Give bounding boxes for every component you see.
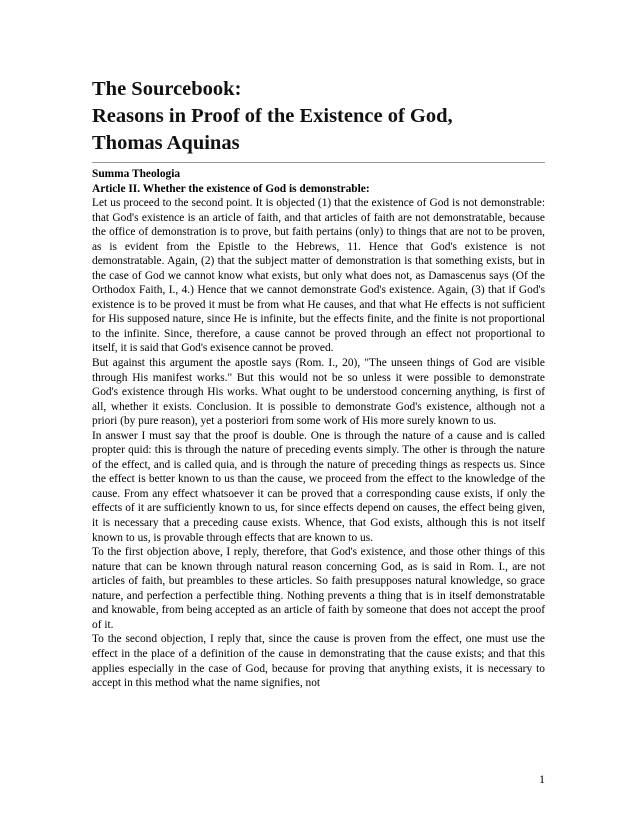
paragraph: Let us proceed to the second point. It is objected (1) that the existence of God is not demonstrable: that God's existence is an article of faith, and that articles of faith are not demonstratable, because the office of demonstration is to prove, but faith pertains (only) to things that are not to be proven, as is evident from the Epistle to the Hebrews, 11. Hence that God's existence is not demonstratable. Again, (2) that the subject matter of demonstration is that something exists, but in the case of God we cannot know what exists, but only what does not, as Damascenus says (Of the Orthodox Faith, I., 4.) Hence that we cannot demonstrate God's existence. Again, (3) that if God's existence is to be proved it must be from what He causes, and that what He effects is not sufficient for His supposed nature, since He is infinite, but the effects finite, and the finite is not proportional to the infinite. Since, therefore, a cause cannot be proved through an effect not proportional to itself, it is said that God's exisence cannot be proved. xyxy=(92,197,545,355)
paragraph: To the first objection above, I reply, therefore, that God's existence, and those other things of this nature that can be known through natural reason concerning God, as is said in Rom. I., are not articles of faith, but preambles to these articles. So faith presupposes natural knowledge, so grace nature, and perfection a perfectible thing. Nothing prevents a thing that is in itself demonstratable and knowable, from being accepted as an article of faith by someone that does not accept the proof of it. xyxy=(92,546,545,631)
document-title xyxy=(92,76,545,157)
title-line: Reasons in Proof of the Existence of God, xyxy=(92,105,453,127)
title-line: Thomas Aquinas xyxy=(92,132,240,154)
title-divider xyxy=(92,162,545,163)
paragraph: But against this argument the apostle says (Rom. I., 20), "The unseen things of God are visible through His manifest works." But this would not be so unless it were possible to demonstrate God's existence through His works. What ought to be understood concerning anything, is first of all, whether it exists. Conclusion. It is possible to demonstrate God's existence, although not a priori (by pure reason), yet a posteriori from some work of His more surely known to us. xyxy=(92,357,545,428)
title-line: The Sourcebook: xyxy=(92,78,242,100)
paragraph: To the second objection, I reply that, since the cause is proven from the effect, one must use the effect in the place of a definition of the cause in demonstrating that the cause exists; and that this applies especially in the case of God, because for proving that anything exists, it is necessary to accept in this method what the name signifies, not xyxy=(92,633,545,690)
page-number: 1 xyxy=(539,772,545,786)
article-heading: Article II. Whether the existence of God is demonstrable: xyxy=(92,182,370,195)
paragraph: In answer I must say that the proof is double. One is through the nature of a cause and is called propter quid: this is through the nature of preceding events simply. The other is through the nature of the effect, and is called quia, and is through the nature of preceding things as respects us. Since the effect is better known to us than the cause, we proceed from the effect to the knowledge of the cause. From any effect whatsoever it can be proved that a corresponding cause exists, if only the effects of it are sufficiently known to us, for since effects depend on causes, the effect being given, it is necessary that a preceding cause exists. Whence, that God exists, although this is not itself known to us, is provable through effects that are known to us. xyxy=(92,429,545,544)
work-title: Summa Theologia xyxy=(92,168,181,180)
document-page xyxy=(92,76,545,691)
